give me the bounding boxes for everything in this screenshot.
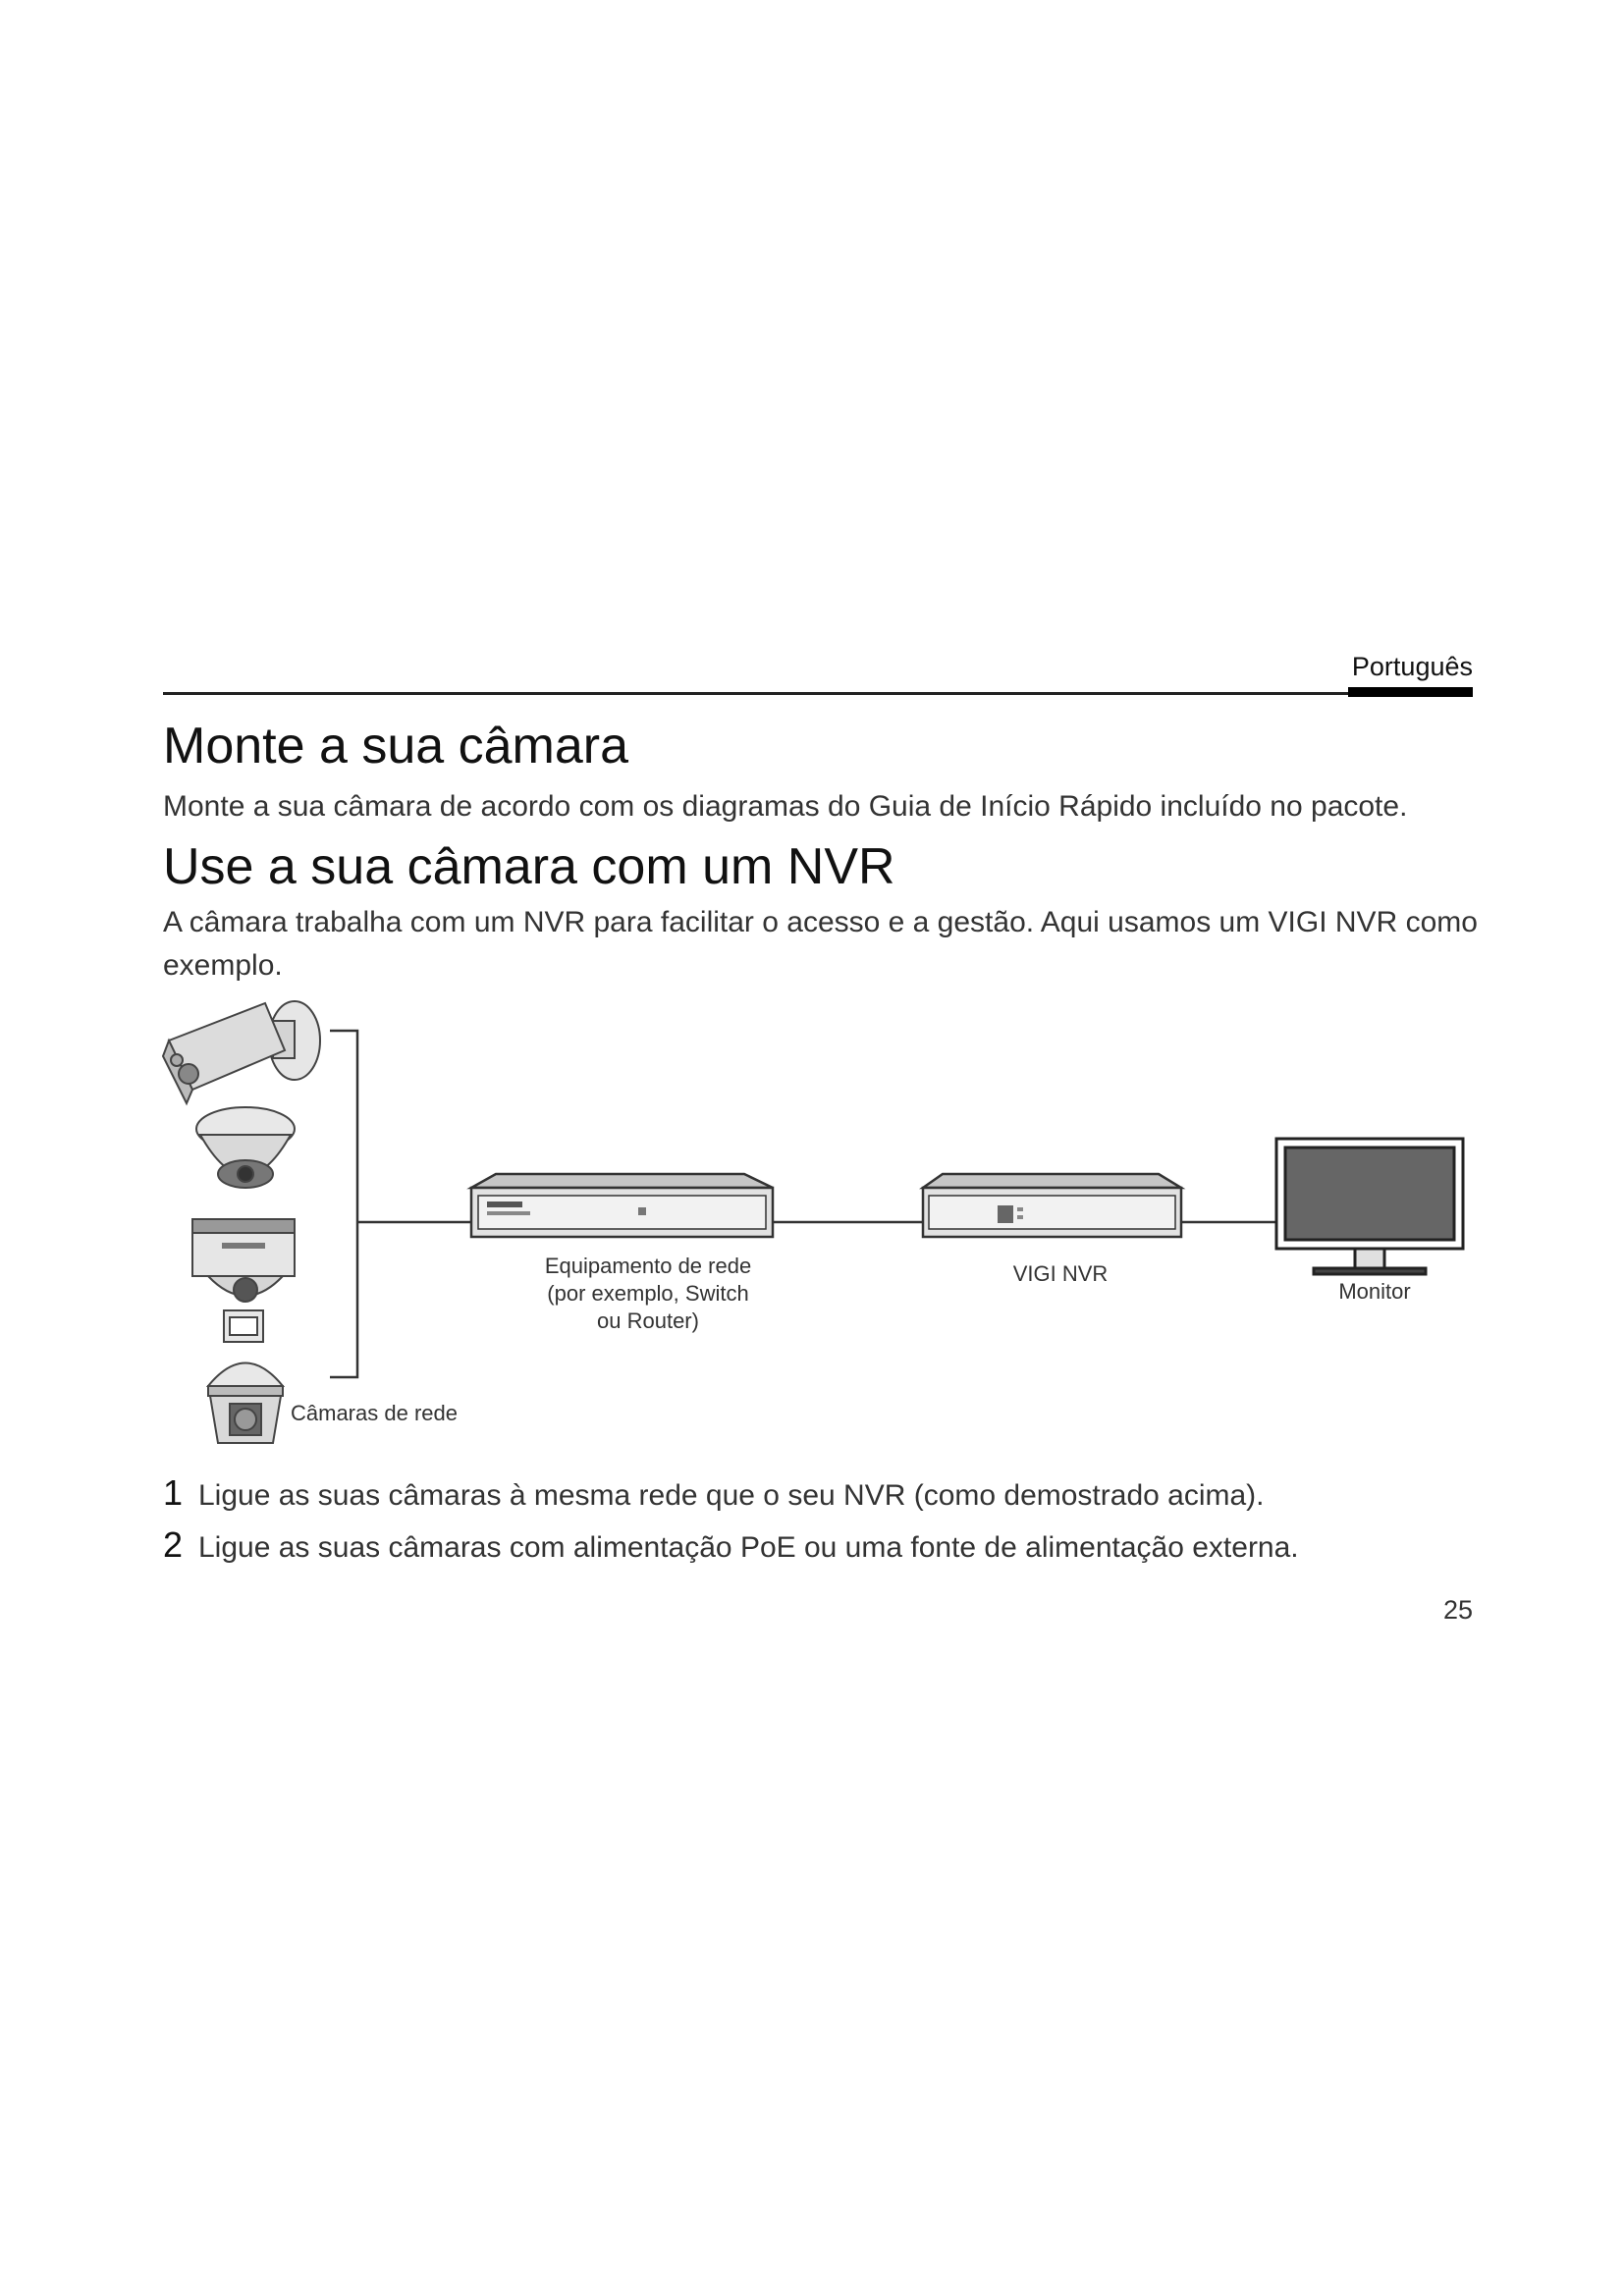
page-number: 25 [1442, 1595, 1473, 1625]
turret-camera-icon [192, 1219, 295, 1302]
monitor-icon [1276, 1139, 1463, 1274]
network-equipment-label-line1: Equipamento de rede [544, 1254, 752, 1278]
network-equipment-label-line2: (por exemplo, Switch [547, 1281, 749, 1306]
step-number: 2 [163, 1524, 184, 1565]
step-1 [163, 1472, 1265, 1514]
cameras-label: Câmaras de rede [291, 1401, 458, 1425]
header-language: Português [1351, 652, 1473, 681]
vigi-nvr-label: VIGI NVR [1012, 1261, 1109, 1286]
section-body-nvr: A câmara trabalha com um NVR para facilitar o acesso e a gestão. Aqui usamos um VIGI NVR como exemplo. [163, 906, 1478, 982]
network-equipment-label-line3: ou Router) [597, 1308, 699, 1333]
vigi-nvr-icon [923, 1174, 1181, 1237]
section-title-mount: Monte a sua câmara [163, 718, 629, 774]
network-equipment-label [520, 1253, 776, 1335]
step-text: Ligue as suas câmaras à mesma rede que o seu NVR (como demostrado acima). [198, 1479, 1265, 1512]
step-text: Ligue as suas câmaras com alimentação PoE ou uma fonte de alimentação externa. [198, 1531, 1299, 1564]
step-2 [163, 1524, 1299, 1566]
step-number: 1 [163, 1472, 184, 1513]
section-title-nvr: Use a sua câmara com um NVR [163, 838, 895, 895]
network-switch-icon [471, 1174, 773, 1237]
monitor-label: Monitor [1338, 1279, 1411, 1304]
section-body-mount: Monte a sua câmara de acordo com os diagramas do Guia de Início Rápido incluído no pacote. [163, 790, 1408, 823]
bullet-camera-icon [163, 1001, 320, 1103]
ptz-camera-icon [208, 1310, 283, 1443]
dome-camera-icon [196, 1107, 295, 1188]
